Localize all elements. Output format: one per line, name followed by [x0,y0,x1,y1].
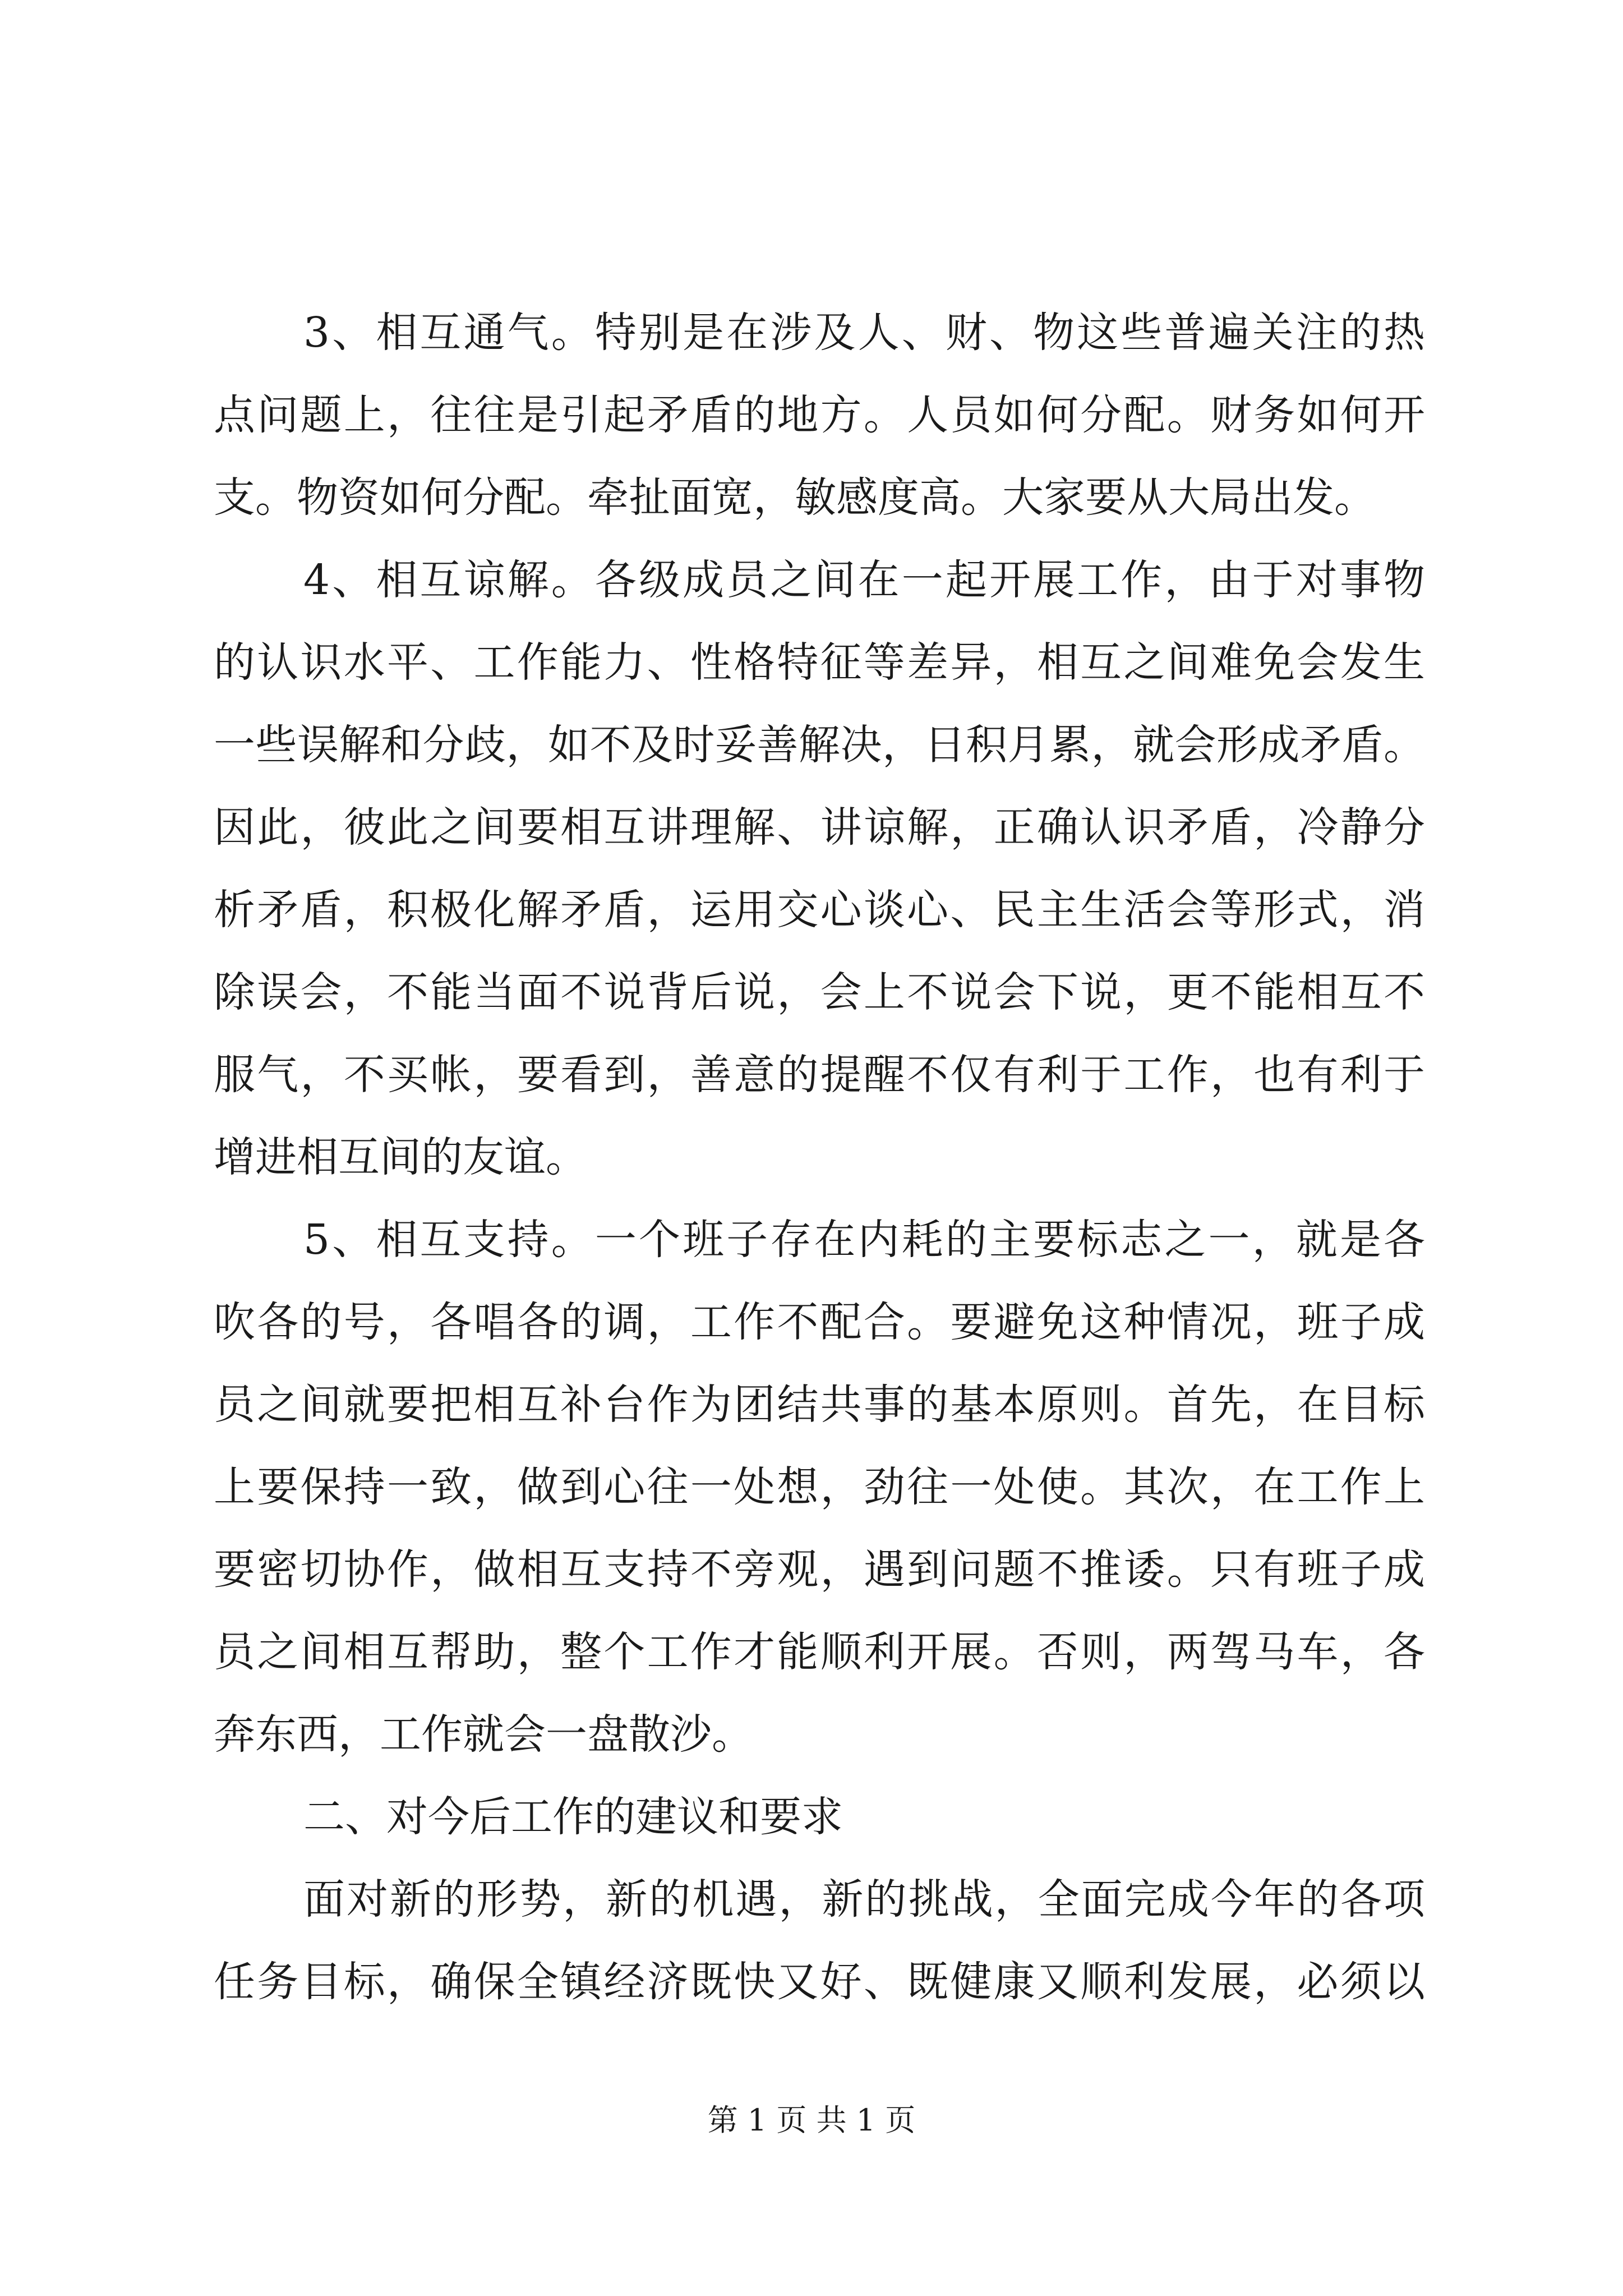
paragraph-line: 增进相互间的友谊。 [214,1133,587,1181]
paragraph-line: 4、相互谅解。各级成员之间在一起开展工作，由于对事物 [303,556,1425,604]
paragraph-line: 吹各的号，各唱各的调，工作不配合。要避免这种情况，班子成 [214,1298,1425,1346]
page-number-footer: 第 1 页 共 1 页 [707,2102,916,2138]
paragraph-line: 除误会，不能当面不说背后说，会上不说会下说，更不能相互不 [214,968,1425,1016]
paragraph-line: 奔东西，工作就会一盘散沙。 [214,1710,753,1759]
paragraph-line: 要密切协作，做相互支持不旁观，遇到问题不推诿。只有班子成 [214,1545,1425,1594]
paragraph-line: 服气，不买帐，要看到，善意的提醒不仅有利于工作，也有利于 [214,1051,1425,1099]
paragraph-line: 员之间相互帮助，整个工作才能顺利开展。否则，两驾马车，各 [214,1628,1425,1676]
paragraph-line: 一些误解和分歧，如不及时妥善解决，日积月累，就会形成矛盾。 [214,721,1425,769]
paragraph-line: 支。物资如何分配。牵扯面宽，敏感度高。大家要从大局出发。 [214,473,1376,522]
section-heading: 二、对今后工作的建议和要求 [303,1793,843,1841]
paragraph-line: 面对新的形势，新的机遇，新的挑战，全面完成今年的各项 [303,1875,1425,1924]
paragraph-line: 的认识水平、工作能力、性格特征等差异，相互之间难免会发生 [214,638,1425,687]
paragraph-line: 员之间就要把相互补台作为团结共事的基本原则。首先，在目标 [214,1381,1425,1429]
document-body [214,292,1425,2023]
paragraph-line: 3、相互通气。特别是在涉及人、财、物这些普遍关注的热 [303,309,1425,357]
paragraph-line: 点问题上，往往是引起矛盾的地方。人员如何分配。财务如何开 [214,391,1425,439]
paragraph-line: 因此，彼此之间要相互讲理解、讲谅解，正确认识矛盾，冷静分 [214,803,1425,852]
paragraph-line: 5、相互支持。一个班子存在内耗的主要标志之一，就是各 [303,1216,1425,1264]
paragraph-line: 任务目标，确保全镇经济既快又好、既健康又顺利发展，必须以 [214,1958,1425,2006]
paragraph-line: 上要保持一致，做到心往一处想，劲往一处使。其次，在工作上 [214,1463,1425,1511]
paragraph-line: 析矛盾，积极化解矛盾，运用交心谈心、民主生活会等形式，消 [214,886,1425,934]
